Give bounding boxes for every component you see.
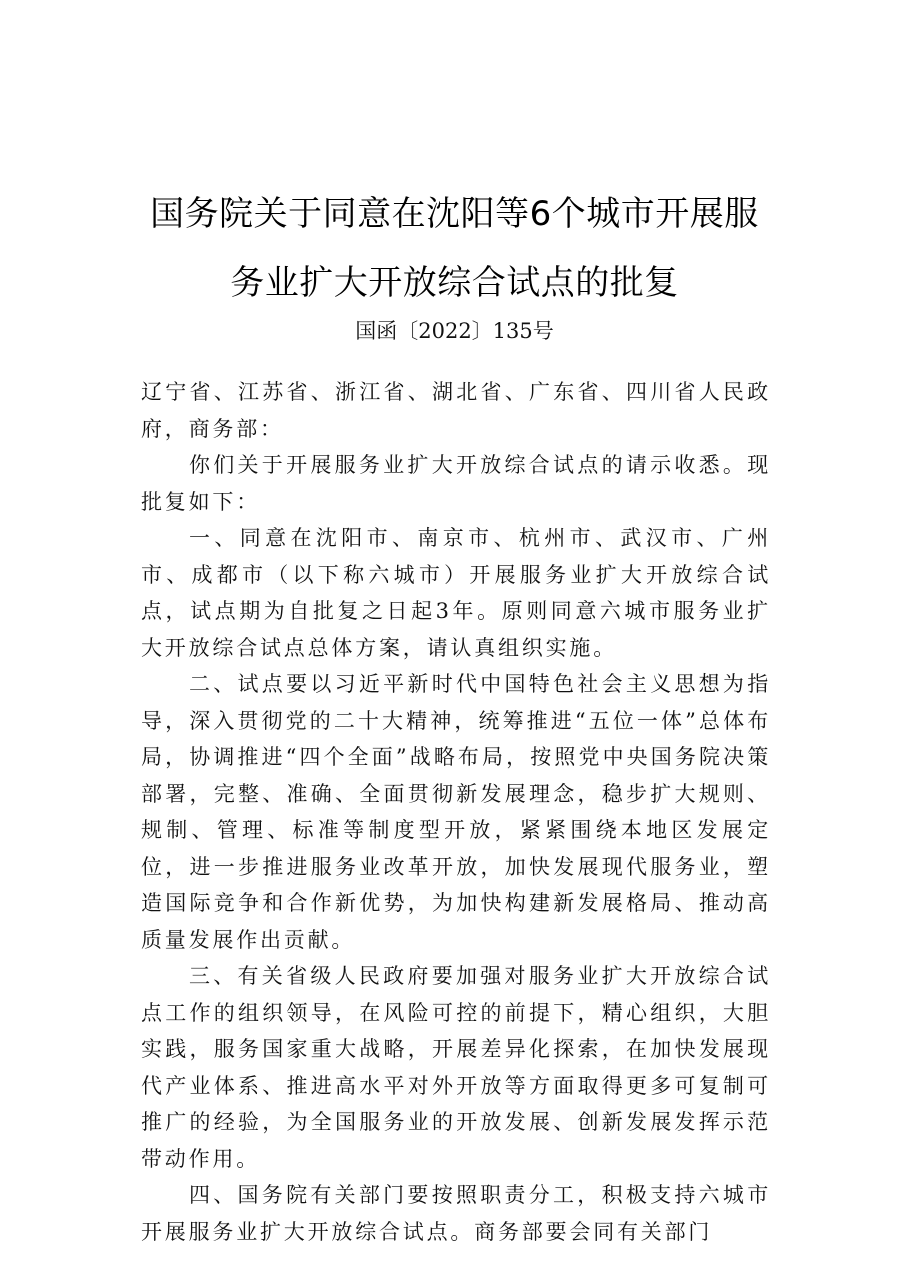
paragraph-3: 三、有关省级人民政府要加强对服务业扩大开放综合试点工作的组织领导，在风险可控的前提下，精心组织，大胆实践，服务国家重大战略，开展差异化探索，在加快发展现代产业体系、推进高水平对外开放等方面取得更多可复制可推广的经验，为全国服务业的开放发展、创新发展发挥示范带动作用。: [141, 964, 771, 1171]
paragraph-intro: 你们关于开展服务业扩大开放综合试点的请示收悉。现批复如下：: [141, 453, 771, 514]
paragraph-4: 四、国务院有关部门要按照职责分工，积极支持六城市开展服务业扩大开放综合试点。商务部要会同有关部门: [141, 1183, 771, 1244]
document-body: [141, 374, 771, 1250]
salutation: 辽宁省、江苏省、浙江省、湖北省、广东省、四川省人民政府，商务部：: [141, 380, 771, 441]
paragraph-2: 二、试点要以习近平新时代中国特色社会主义思想为指导，深入贯彻党的二十大精神，统筹推进“五位一体”总体布局，协调推进“四个全面”战略布局，按照党中央国务院决策部署，完整、准确、全面贯彻新发展理念，稳步扩大规则、规制、管理、标准等制度型开放，紧紧围绕本地区发展定位，进一步推进服务业改革开放，加快发展现代服务业，塑造国际竞争和合作新优势，为加快构建新发展格局、推动高质量发展作出贡献。: [141, 672, 771, 952]
document-title-line-1: 国务院关于同意在沈阳等6个城市开展服: [150, 194, 759, 234]
document-number: 国函〔2022〕135号: [355, 319, 554, 343]
document-title-line-2: 务业扩大开放综合试点的批复: [230, 263, 679, 303]
paragraph-1: 一、同意在沈阳市、南京市、杭州市、武汉市、广州市、成都市（以下称六城市）开展服务业扩大开放综合试点，试点期为自批复之日起3年。原则同意六城市服务业扩大开放综合试点总体方案，请认真组织实施。: [141, 526, 771, 660]
